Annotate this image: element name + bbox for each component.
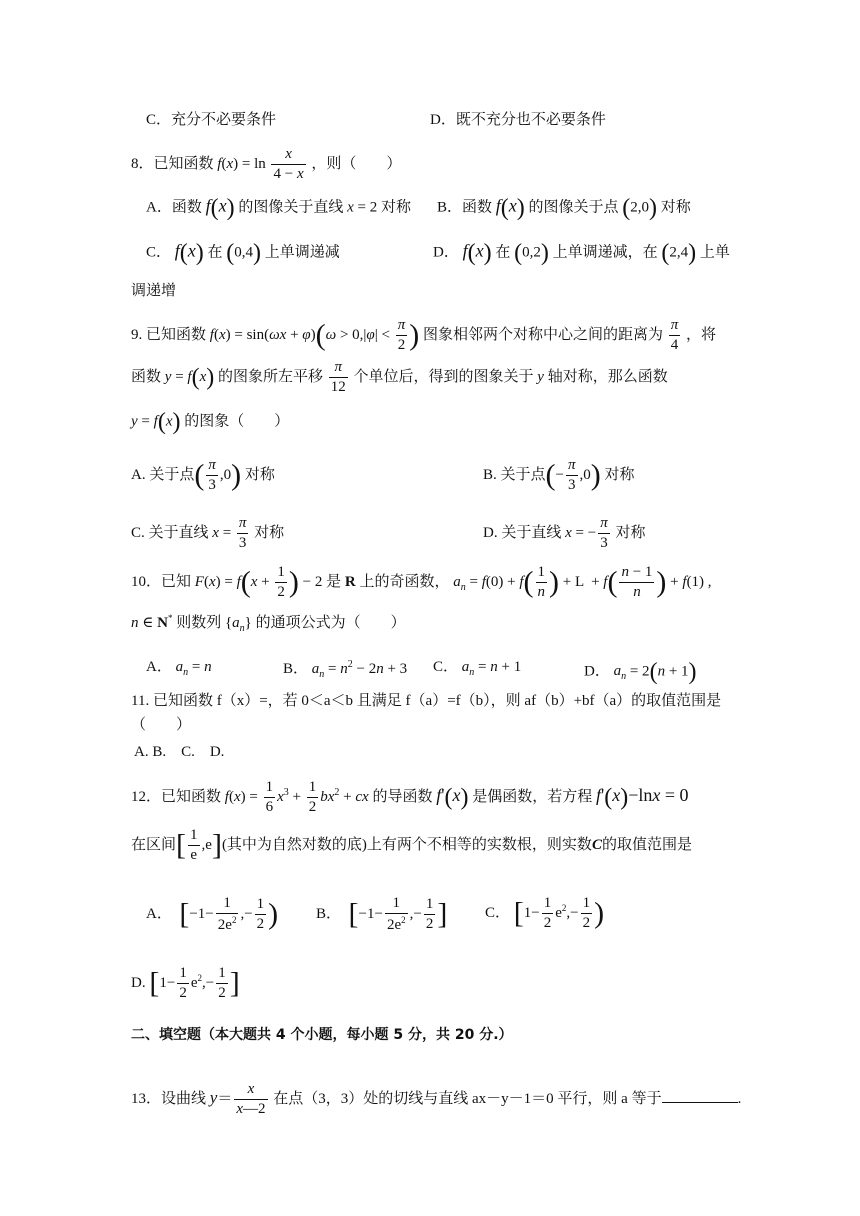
q7-option-d: D．既不充分也不必要条件 — [430, 112, 606, 128]
q7-option-c: C．充分不必要条件 — [146, 112, 277, 128]
q12-option-d: D. [1− $\frac{1}{2}$ $e^2,-$ $\frac{1}{2}$ ] — [131, 965, 240, 1001]
q9-stem-line3: y = f(x) 的图象（ ） — [131, 409, 290, 435]
q12-option-a: A． [−1− $\frac{1}{2e^2}$ ,− $\frac{1}{2}$ ) — [146, 895, 279, 933]
q9-option-a: A. 关于点( $\frac{\pi}{3}$ ,0) 对称 — [131, 457, 275, 493]
q11-options: A. B. C. D. — [134, 744, 225, 760]
q11-stem: 11. 已知函数 f（x）=，若 0＜a＜b 且满足 f（a）=f（b），则 af（b）+bf（a）的取值范围是 — [131, 693, 722, 709]
q12-option-b: B． [−1− $\frac{1}{2e^2}$ ,− $\frac{1}{2}$ ] — [316, 895, 448, 933]
q12-stem-line1: 12．已知函数 f(x) = $\frac{1}{6}$ $x^3$ + $\frac{1}{2}$ $bx^2$ + cx 的导函数 f'(x) 是偶函数，若方程 f'(x)−lnx = 0 — [131, 779, 689, 815]
q8-option-a: A．函数 f(x) 的图像关于直线 x = 2 对称 — [146, 195, 412, 221]
section-heading: 二、填空题（本大题共 4 个小题，每小题 5 分，共 20 分.） — [131, 1027, 513, 1043]
q10-stem-line2: n ∈ N* 则数列 $\{a_n\}$ 的通项公式为（ ） — [131, 613, 406, 634]
q12-option-c: C． [1− $\frac{1}{2}$ $e^2,-$ $\frac{1}{2}$ ) — [485, 895, 605, 931]
q10-option-c: C． $a_n = n + 1$ — [433, 659, 522, 678]
q10-option-a: A． $a_n = n$ — [146, 659, 212, 678]
q10-option-b: B． $a_n = n^2 - 2n + 3$ — [283, 659, 408, 680]
q10-option-d: D． $a_n = 2(n + 1)$ — [584, 659, 697, 685]
q8-option-d: D． f(x) 在 (0,2) 上单调递减，在 (2,4) 上单 — [433, 240, 730, 266]
q13-answer-blank[interactable] — [662, 1101, 738, 1103]
q11-paren: （ ） — [131, 717, 192, 733]
q9-stem-line1: 9. 已知函数 f(x) = sin(ωx + φ)(ω > 0,|φ| < $\frac{\pi}{2}$ ) 图象相邻两个对称中心之间的距离为 $\frac{\pi}{4}$ ，将 — [131, 317, 717, 353]
q10-stem-line1: 10．已知 F(x) = f(x + $\frac{1}{2}$ ) − 2 是 R 上的奇函数， $a_n = f(0) + f$( $\frac{1}{n}$ ) + L + f( $\frac{n - 1}{n}$ ) + f(1) , — [131, 564, 712, 600]
q9-option-d: D. 关于直线 x = − $\frac{\pi}{3}$ 对称 — [483, 515, 646, 551]
q12-stem-line2: 在区间[ $\frac{1}{e}$ ,e](其中为自然对数的底)上有两个不相等的实数根，则实数C的取值范围是 — [131, 827, 692, 863]
q9-stem-line2: 函数 y = f(x) 的图象所左平移 $\frac{\pi}{12}$ 个单位后，得到的图象关于 y 轴对称，那么函数 — [131, 359, 668, 395]
q8-option-d-continued: 调递增 — [131, 283, 177, 299]
q13-stem: 13．设曲线 y＝ $\frac{x}{x—2}$ 在点（3，3）处的切线与直线 ax－y－1＝0 平行，则 a 等于 . — [131, 1081, 742, 1117]
q9-option-b: B. 关于点(− $\frac{\pi}{3}$ ,0) 对称 — [483, 457, 635, 493]
q9-option-c: C. 关于直线 x = $\frac{\pi}{3}$ 对称 — [131, 515, 285, 551]
q8-stem: 8．已知函数 f(x) = ln $\frac{x}{4 - x}$ ，则（ ） — [131, 146, 402, 182]
q8-option-c: C． f(x) 在 (0,4) 上单调递减 — [146, 240, 340, 266]
q8-option-b: B．函数 f(x) 的图像关于点 (2,0) 对称 — [437, 195, 691, 221]
